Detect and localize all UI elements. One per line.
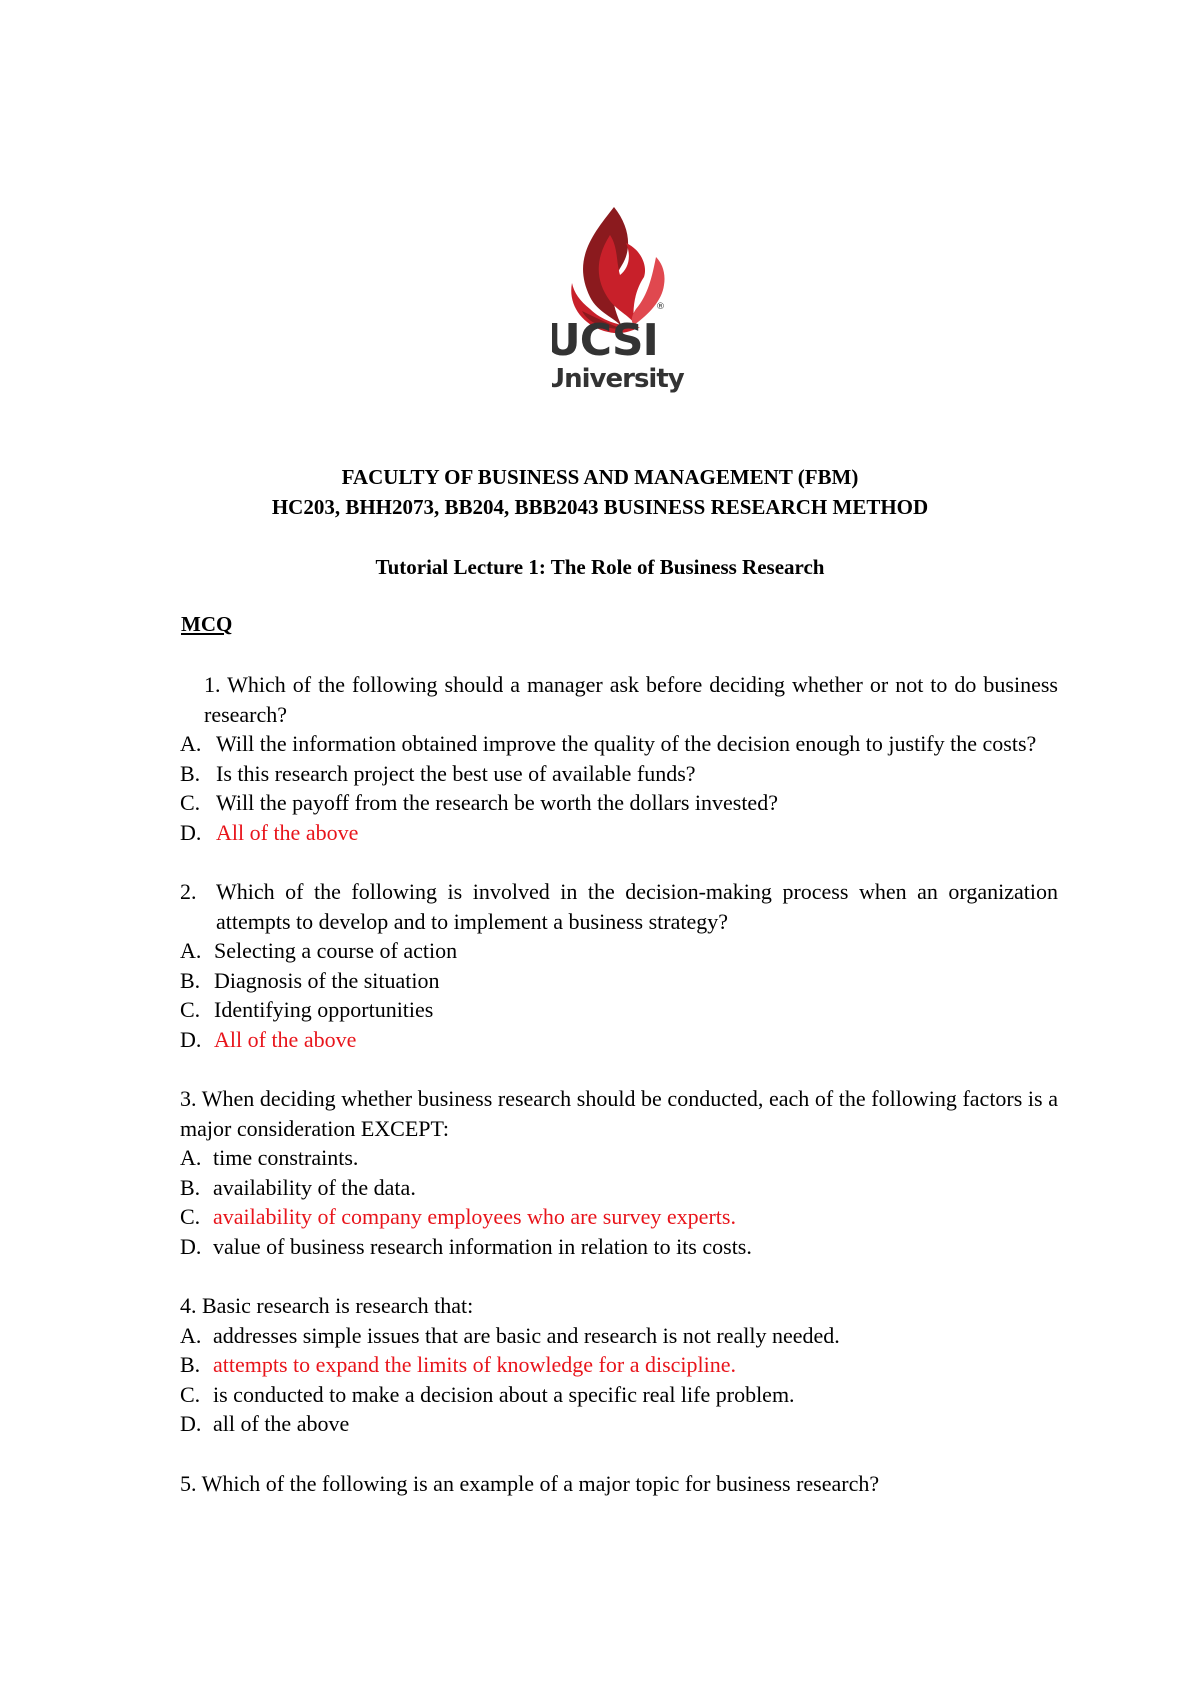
option-text: addresses simple issues that are basic and research is not really needed. — [213, 1322, 840, 1348]
faculty-heading: FACULTY OF BUSINESS AND MANAGEMENT (FBM) — [341, 465, 859, 489]
option-letter: A. — [180, 1145, 202, 1170]
option-letter: A. — [180, 731, 202, 756]
tutorial-heading: Tutorial Lecture 1: The Role of Business Research — [375, 555, 825, 579]
question-body: Basic research is research that: — [202, 1293, 474, 1318]
option-letter: C. — [180, 790, 201, 815]
question-number: 3. — [180, 1086, 197, 1111]
question-text — [180, 670, 1058, 729]
option-a — [180, 1143, 1058, 1173]
question-number: 2. — [180, 879, 197, 904]
option-d — [180, 818, 1058, 848]
option-text: Will the payoff from the research be worth the dollars invested? — [216, 790, 778, 815]
question-text — [180, 1291, 1058, 1321]
option-d — [180, 1232, 1058, 1262]
option-letter: A. — [180, 938, 202, 963]
section-title: MCQ — [181, 612, 233, 636]
question-body: Which of the following is an example of a major topic for business research? — [201, 1470, 880, 1496]
correct-answer-text: availability of company employees who are survey experts. — [213, 1204, 736, 1229]
question-1 — [180, 670, 1058, 847]
option-c — [180, 995, 1058, 1025]
option-letter: D. — [180, 1411, 202, 1436]
question-3 — [180, 1084, 1058, 1261]
question-text — [180, 1469, 1058, 1499]
option-a — [180, 936, 1058, 966]
option-a — [180, 1321, 1058, 1351]
option-text: Diagnosis of the situation — [214, 967, 440, 993]
question-4 — [180, 1291, 1058, 1439]
option-letter: B. — [180, 1174, 201, 1200]
option-text: all of the above — [213, 1411, 350, 1436]
option-d — [180, 1025, 1058, 1055]
question-text — [180, 877, 1058, 936]
option-letter: D. — [180, 1026, 202, 1052]
option-letter: C. — [180, 997, 201, 1022]
logo-subtitle: University — [552, 364, 684, 394]
option-text: Will the information obtained improve the quality of the decision enough to justify the costs? — [216, 731, 1037, 756]
registered-mark: ® — [656, 302, 665, 312]
option-text: value of business research information in relation to its costs. — [213, 1233, 752, 1259]
option-b — [180, 966, 1058, 996]
question-number: 1. — [204, 672, 221, 697]
option-c — [180, 1380, 1058, 1410]
logo-wordmark: UCSI — [552, 315, 658, 366]
option-letter: B. — [180, 760, 201, 786]
option-text: Identifying opportunities — [214, 997, 434, 1022]
option-letter: C. — [180, 1204, 201, 1229]
correct-answer-text: All of the above — [214, 1026, 357, 1052]
option-text: availability of the data. — [213, 1174, 416, 1200]
option-d — [180, 1409, 1058, 1439]
option-text: time constraints. — [213, 1145, 359, 1170]
question-2 — [180, 877, 1058, 1054]
question-body: When deciding whether business research should be conducted, each of the following factors is a major consideration EXCEPT: — [180, 1086, 1058, 1141]
ucsi-logo — [552, 205, 722, 415]
option-letter: D. — [180, 819, 202, 845]
option-b — [180, 759, 1058, 789]
question-body: Which of the following is involved in the decision-making process when an organization attempts to develop and to implement a business strategy? — [216, 879, 1058, 934]
option-letter: B. — [180, 967, 201, 993]
option-b — [180, 1350, 1058, 1380]
option-text: Selecting a course of action — [214, 938, 458, 963]
option-letter: B. — [180, 1352, 201, 1377]
question-body: Which of the following should a manager ask before deciding whether or not to do business research? — [204, 672, 1058, 727]
question-list — [180, 670, 1058, 1498]
option-b — [180, 1173, 1058, 1203]
option-c — [180, 788, 1058, 818]
question-number: 5. — [180, 1470, 197, 1496]
course-heading: HC203, BHH2073, BB204, BBB2043 BUSINESS RESEARCH METHOD — [271, 495, 929, 519]
option-text: is conducted to make a decision about a specific real life problem. — [213, 1381, 795, 1407]
option-a — [180, 729, 1058, 759]
option-c — [180, 1202, 1058, 1232]
flame-logo-icon — [552, 205, 722, 415]
question-5 — [180, 1469, 1058, 1499]
option-text: Is this research project the best use of available funds? — [216, 760, 696, 786]
option-letter: A. — [180, 1322, 202, 1348]
option-letter: D. — [180, 1233, 202, 1259]
option-letter: C. — [180, 1381, 201, 1407]
correct-answer-text: attempts to expand the limits of knowledge for a discipline. — [213, 1352, 736, 1377]
correct-answer-text: All of the above — [216, 819, 359, 845]
question-text — [180, 1084, 1058, 1143]
question-number: 4. — [180, 1293, 197, 1318]
